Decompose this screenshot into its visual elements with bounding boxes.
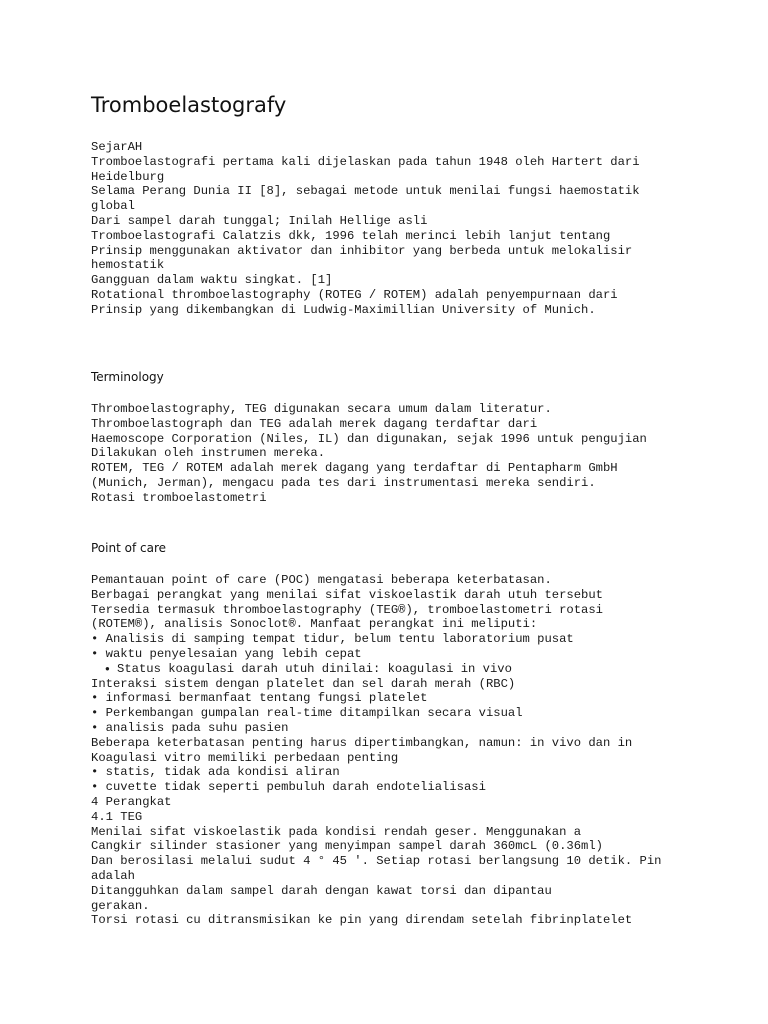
text-line: Interaksi sistem dengan platelet dan sel darah merah (RBC) <box>91 676 516 691</box>
text-line: Dan berosilasi melalui sudut 4 ° 45 '. Setiap rotasi berlangsung 10 detik. Pin <box>91 854 662 869</box>
text-line: Koagulasi vitro memiliki perbedaan penting <box>91 750 399 765</box>
text-line: Berbagai perangkat yang menilai sifat viskoelastik darah utuh tersebut <box>91 587 603 602</box>
terminology-heading: Terminology <box>91 370 164 384</box>
text-line: • analisis pada suhu pasien <box>91 720 289 735</box>
text-line: Heidelburg <box>91 169 165 184</box>
text-line: gerakan. <box>91 898 150 913</box>
text-line: adalah <box>91 868 135 883</box>
text-line: Torsi rotasi cu ditransmisikan ke pin yang direndam setelah fibrinplatelet <box>91 913 633 928</box>
text-line: Tersedia termasuk thromboelastography (TEG®), tromboelastometri rotasi <box>91 602 603 617</box>
text-line: Selama Perang Dunia II [8], sebagai metode untuk menilai fungsi haemostatik <box>91 184 640 199</box>
text-line: hemostatik <box>91 258 165 273</box>
text-line: (Munich, Jerman), mengacu pada tes dari instrumentasi mereka sendiri. <box>91 475 596 490</box>
document-title: Tromboelastografy <box>91 93 287 117</box>
text-line: Gangguan dalam waktu singkat. [1] <box>91 273 333 288</box>
text-line: 4 Perangkat <box>91 794 172 809</box>
bullet-item: ● Status koagulasi darah utuh dinilai: koagulasi in vivo <box>91 662 661 677</box>
history-text <box>91 140 640 318</box>
text-line: Ditangguhkan dalam sampel darah dengan kawat torsi dan dipantau <box>91 883 552 898</box>
text-line: Menilai sifat viskoelastik pada kondisi rendah geser. Menggunakan a <box>91 824 582 839</box>
text-line: Cangkir silinder stasioner yang menyimpan sampel darah 360mcL (0.36ml) <box>91 839 603 854</box>
text-line: SejarAH <box>91 140 143 154</box>
text-line: Pemantauan point of care (POC) mengatasi beberapa keterbatasan. <box>91 573 552 587</box>
text-line: • Analisis di samping tempat tidur, belum tentu laboratorium pusat <box>91 632 574 647</box>
text-line: 4.1 TEG <box>91 809 143 824</box>
text-line: • Perkembangan gumpalan real-time ditampilkan secara visual <box>91 706 523 721</box>
text-line: • cuvette tidak seperti pembuluh darah endotelialisasi <box>91 780 486 795</box>
terminology-text <box>91 402 647 506</box>
text-line: Tromboelastografi Calatzis dkk, 1996 telah merinci lebih lanjut tentang <box>91 228 611 243</box>
text-line: (ROTEM®), analisis Sonoclot®. Manfaat perangkat ini meliputi: <box>91 617 538 632</box>
text-line: Haemoscope Corporation (Niles, IL) dan digunakan, sejak 1996 untuk pengujian <box>91 431 647 446</box>
text-line: Rotational thromboelastography (ROTEG / ROTEM) adalah penyempurnaan dari <box>91 287 618 302</box>
text-line: Thromboelastography, TEG digunakan secara umum dalam literatur. <box>91 402 552 416</box>
text-line: global <box>91 199 135 214</box>
text-line: Dari sampel darah tunggal; Inilah Hellige asli <box>91 213 428 228</box>
text-line: Dilakukan oleh instrumen mereka. <box>91 446 326 461</box>
text-line: Prinsip menggunakan aktivator dan inhibitor yang berbeda untuk melokalisir <box>91 243 633 258</box>
text-line: Prinsip yang dikembangkan di Ludwig-Maximillian University of Munich. <box>91 302 596 317</box>
text-line: ROTEM, TEG / ROTEM adalah merek dagang yang terdaftar di Pentapharm GmbH <box>91 461 618 476</box>
text-line: • informasi bermanfaat tentang fungsi platelet <box>91 691 428 706</box>
text-line: • waktu penyelesaian yang lebih cepat <box>91 646 362 661</box>
text-line: Tromboelastografi pertama kali dijelaskan pada tahun 1948 oleh Hartert dari <box>91 154 640 169</box>
point-of-care-text <box>91 573 661 928</box>
point-of-care-heading: Point of care <box>91 541 166 555</box>
text-line: Rotasi tromboelastometri <box>91 490 267 505</box>
text-line: Beberapa keterbatasan penting harus dipertimbangkan, namun: in vivo dan in <box>91 735 633 750</box>
text-line: • statis, tidak ada kondisi aliran <box>91 765 340 780</box>
text-line: Thromboelastograph dan TEG adalah merek dagang terdaftar dari <box>91 416 538 431</box>
